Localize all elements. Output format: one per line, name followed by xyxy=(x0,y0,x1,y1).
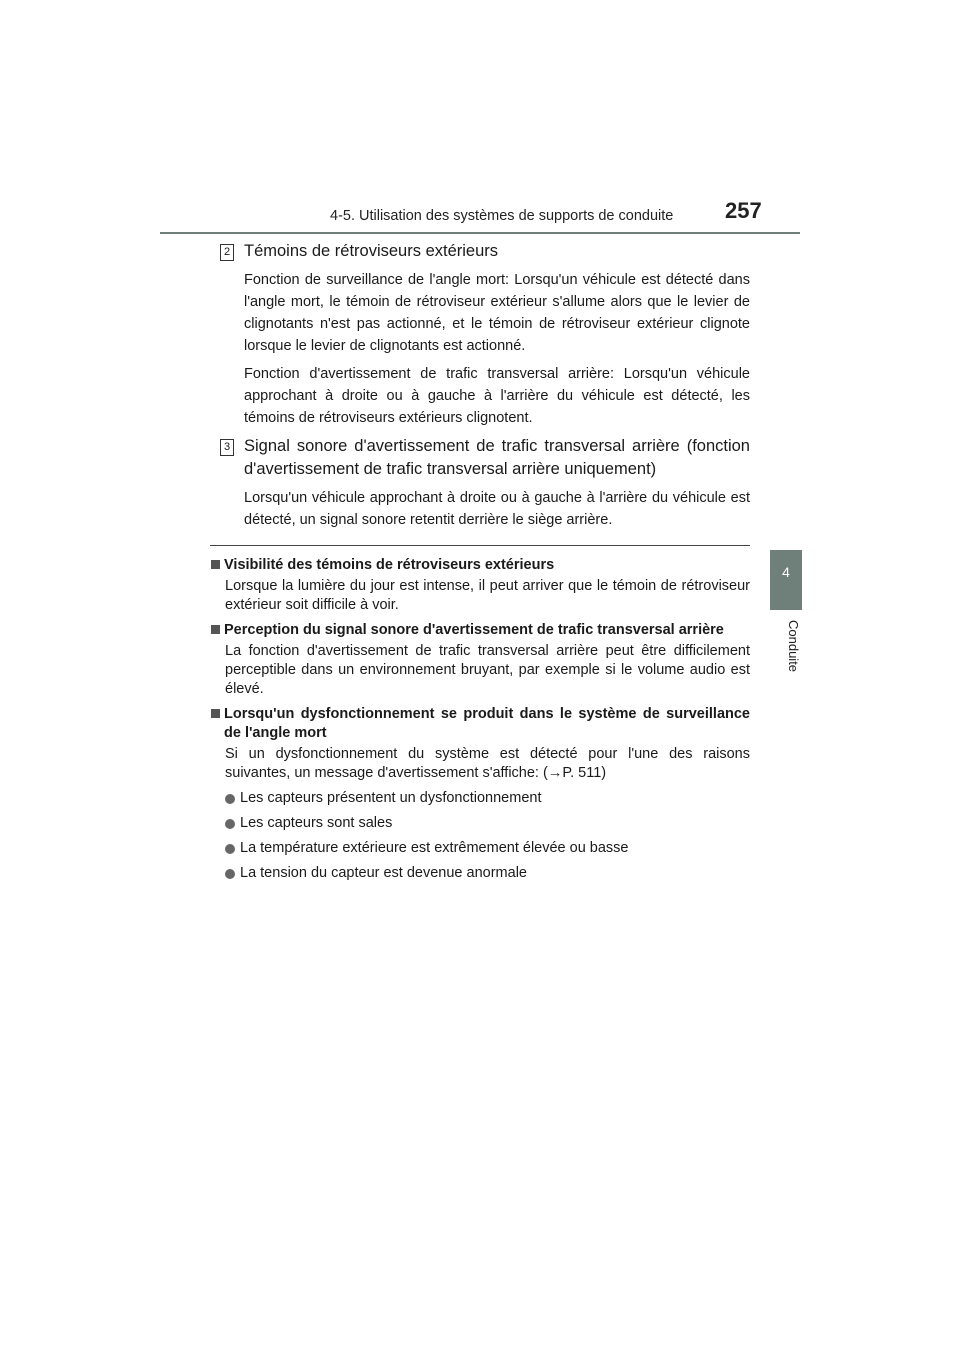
item-paragraph: Fonction de surveillance de l'angle mort: Lorsqu'un véhicule est détecté dans l'angle mort, le témoin de rétroviseur extérieur s'allume alors que le levier de clignotants n'est pas actionné, et le témoin de rétroviseur extérieur clignote lorsque le levier de clignotants est actionné. xyxy=(244,272,750,354)
item-number-badge: 3 xyxy=(220,439,234,456)
note-title-text: Visibilité des témoins de rétroviseurs extérieurs xyxy=(224,557,555,573)
note-title xyxy=(210,705,750,743)
item-title xyxy=(210,240,750,263)
note-visibility xyxy=(210,556,750,615)
chapter-number: 4 xyxy=(782,564,790,580)
round-bullet-icon xyxy=(225,869,235,879)
chapter-tab[interactable] xyxy=(770,550,802,610)
list-item xyxy=(210,864,750,883)
item-title-text: Signal sonore d'avertissement de trafic transversal arrière (fonction d'avertissement de trafic transversal arrière uniquement) xyxy=(244,437,750,478)
note-title-text: Lorsqu'un dysfonctionnement se produit dans le système de surveillance de l'angle mort xyxy=(224,706,750,741)
page-number: 257 xyxy=(725,198,762,223)
square-bullet-icon xyxy=(211,709,220,718)
chapter-label: Conduite xyxy=(786,620,801,673)
page-header xyxy=(160,198,800,236)
note-title xyxy=(210,556,750,575)
list-item-text: Les capteurs présentent un dysfonctionnement xyxy=(240,790,542,806)
item-title xyxy=(210,435,750,481)
item-number-badge: 2 xyxy=(220,244,234,261)
list-item xyxy=(210,789,750,808)
round-bullet-icon xyxy=(225,844,235,854)
section-title: 4-5. Utilisation des systèmes de supports de conduite xyxy=(330,208,674,224)
note-title xyxy=(210,621,750,640)
list-item-text: La température extérieure est extrêmement élevée ou basse xyxy=(240,840,629,856)
note-body: La fonction d'avertissement de trafic transversal arrière peut être difficilement perceptible dans un environnement bruyant, par exemple si le volume audio est élevé. xyxy=(225,643,750,697)
note-malfunction xyxy=(210,705,750,883)
page-content xyxy=(210,240,750,889)
item-paragraph: Fonction d'avertissement de trafic transversal arrière: Lorsqu'un véhicule approchant à droite ou à gauche à l'arrière du véhicule est détecté, les témoins de rétroviseurs extérieurs clignotent. xyxy=(244,366,750,426)
round-bullet-icon xyxy=(225,819,235,829)
round-bullet-icon xyxy=(225,794,235,804)
note-audibility xyxy=(210,621,750,699)
list-item xyxy=(210,814,750,833)
square-bullet-icon xyxy=(211,625,220,634)
note-body: Si un dysfonctionnement du système est détecté pour l'une des raisons suivantes, un message d'avertissement s'affiche: (→P. 511) xyxy=(225,746,750,781)
item-title-text: Témoins de rétroviseurs extérieurs xyxy=(244,242,499,260)
square-bullet-icon xyxy=(211,560,220,569)
item-paragraph: Lorsqu'un véhicule approchant à droite ou à gauche à l'arrière du véhicule est détecté, un signal sonore retentit derrière le siège arrière. xyxy=(244,490,750,528)
note-body: Lorsque la lumière du jour est intense, il peut arriver que le témoin de rétroviseur extérieur soit difficile à voir. xyxy=(225,578,750,613)
note-title-text: Perception du signal sonore d'avertissement de trafic transversal arrière xyxy=(224,622,724,638)
list-item-text: La tension du capteur est devenue anormale xyxy=(240,865,527,881)
list-item-text: Les capteurs sont sales xyxy=(240,815,393,831)
header-divider xyxy=(160,232,800,234)
section-divider xyxy=(210,545,750,546)
item-3 xyxy=(210,435,750,531)
list-item xyxy=(210,839,750,858)
item-2 xyxy=(210,240,750,429)
